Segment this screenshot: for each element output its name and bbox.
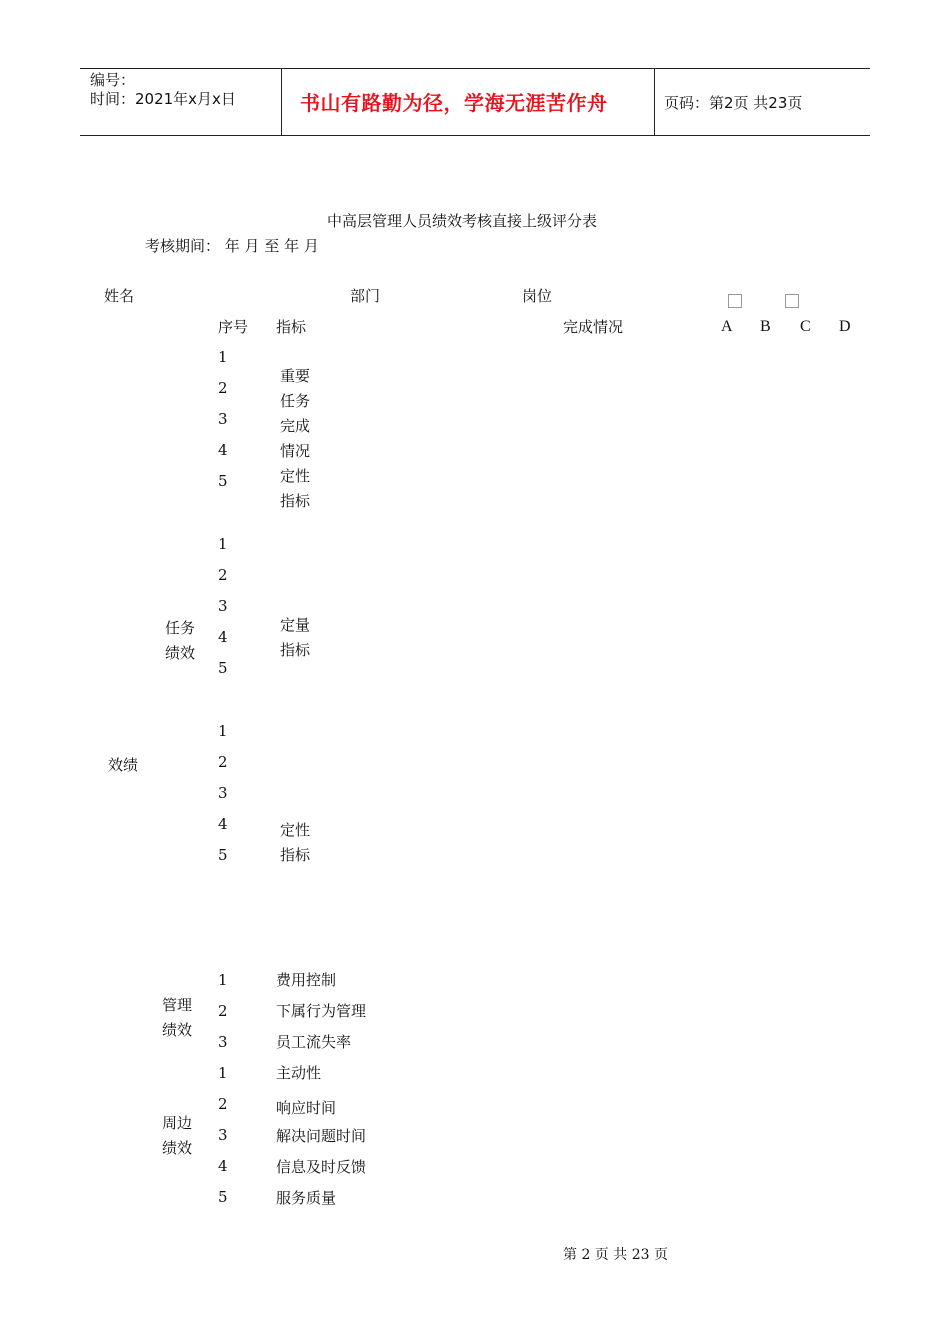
page-title: 中高层管理人员绩效考核直接上级评分表 xyxy=(327,212,598,230)
field-department-label: 部门 xyxy=(350,287,381,305)
indicator-name: 服务质量 xyxy=(276,1189,337,1207)
checkbox-1[interactable] xyxy=(728,294,742,308)
peripheral-performance-label: 周边绩效 xyxy=(162,1114,193,1157)
row-number: 3 xyxy=(218,597,228,615)
row-number: 1 xyxy=(218,722,228,740)
row-number: 4 xyxy=(218,441,228,459)
row-number: 4 xyxy=(218,628,228,646)
row-number: 5 xyxy=(218,659,228,677)
important-qualitative-label: 重要任务完成情况定性指标 xyxy=(280,367,311,510)
page-footer: 第 2 页 共 23 页 xyxy=(563,1247,668,1263)
column-indicator-header: 指标 xyxy=(276,318,307,336)
row-number: 2 xyxy=(218,753,228,771)
field-position-label: 岗位 xyxy=(522,287,553,305)
grade-a: A xyxy=(721,318,733,335)
indicator-name: 下属行为管理 xyxy=(276,1002,367,1020)
grade-c: C xyxy=(800,318,811,335)
qualitative-label: 定性指标 xyxy=(280,821,311,864)
row-number: 3 xyxy=(218,1033,228,1051)
header-time-label: 时间：2021年x月x日 xyxy=(90,90,236,108)
row-number: 1 xyxy=(218,971,228,989)
column-completion-header: 完成情况 xyxy=(563,318,624,336)
task-performance-label: 任务绩效 xyxy=(165,619,196,662)
main-category-label: 效绩 xyxy=(108,756,139,774)
indicator-name: 员工流失率 xyxy=(276,1033,352,1051)
row-number: 3 xyxy=(218,410,228,428)
row-number: 5 xyxy=(218,1188,228,1206)
row-number: 2 xyxy=(218,1002,228,1020)
header-number-label: 编号： xyxy=(90,71,136,89)
management-performance-label: 管理绩效 xyxy=(162,996,193,1039)
grade-d: D xyxy=(839,318,851,335)
header-top-rule xyxy=(80,68,870,69)
row-number: 4 xyxy=(218,1157,228,1175)
row-number: 2 xyxy=(218,566,228,584)
row-number: 1 xyxy=(218,535,228,553)
column-seq-header: 序号 xyxy=(218,318,249,336)
row-number: 5 xyxy=(218,472,228,490)
header-page-label: 页码：第2页 共23页 xyxy=(664,94,803,112)
row-number: 1 xyxy=(218,348,228,366)
grade-b: B xyxy=(760,318,771,335)
assessment-period: 考核期间： 年 月 至 年 月 xyxy=(145,237,319,255)
indicator-name: 响应时间 xyxy=(276,1099,337,1117)
header-divider-right xyxy=(654,68,655,136)
header-bottom-rule xyxy=(80,135,870,136)
row-number: 5 xyxy=(218,846,228,864)
row-number: 3 xyxy=(218,784,228,802)
header-divider-left xyxy=(281,68,282,136)
row-number: 3 xyxy=(218,1126,228,1144)
row-number: 4 xyxy=(218,815,228,833)
indicator-name: 主动性 xyxy=(276,1064,322,1082)
indicator-name: 信息及时反馈 xyxy=(276,1158,367,1176)
header-slogan: 书山有路勤为径，学海无涯苦作舟 xyxy=(300,91,608,115)
row-number: 1 xyxy=(218,1064,228,1082)
row-number: 2 xyxy=(218,379,228,397)
field-name-label: 姓名 xyxy=(104,287,135,305)
row-number: 2 xyxy=(218,1095,228,1113)
checkbox-2[interactable] xyxy=(785,294,799,308)
quantitative-label: 定量指标 xyxy=(280,616,311,659)
indicator-name: 解决问题时间 xyxy=(276,1127,367,1145)
indicator-name: 费用控制 xyxy=(276,971,337,989)
